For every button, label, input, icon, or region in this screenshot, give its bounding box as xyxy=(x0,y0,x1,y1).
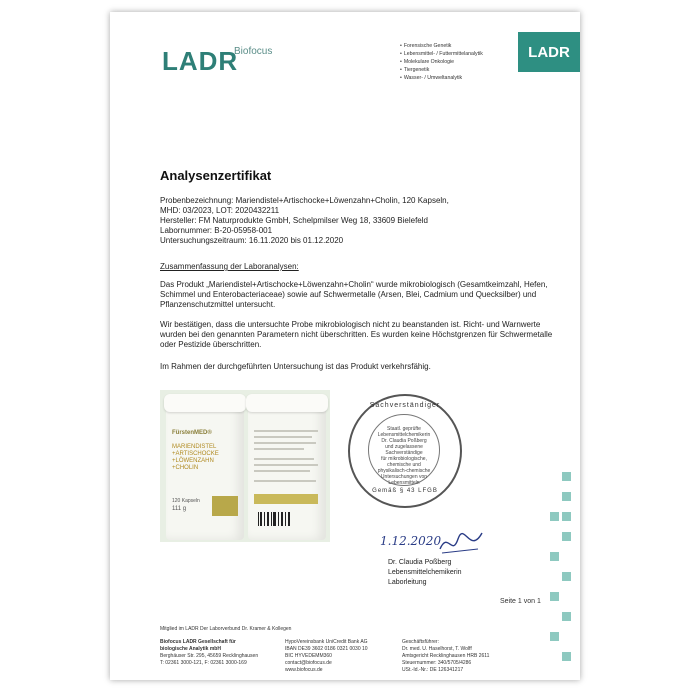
stamp-bottom-text: Gemäß § 43 LFGB xyxy=(372,488,438,494)
footer-line: Biofocus LADR Gesellschaft für xyxy=(160,639,236,645)
document-title: Analysenzertifikat xyxy=(160,168,272,183)
signer-name: Dr. Claudia Poßberg xyxy=(388,559,452,566)
service-item: • Tiergenetik xyxy=(400,66,483,74)
footer-line: HypoVereinsbank UniCredit Bank AG xyxy=(285,639,368,645)
footer-line: biologische Analytik mbH xyxy=(160,646,221,652)
bottle-back xyxy=(248,400,326,540)
decor-square xyxy=(550,632,559,641)
meta-line: Hersteller: FM Naturprodukte GmbH, Schelpmilser Weg 18, 33609 Bielefeld xyxy=(160,216,428,225)
stamp-line: Untersuchungen von Lebensmitteln xyxy=(380,474,428,486)
meta-line: Probenbezeichnung: Mariendistel+Artischocke+Löwenzahn+Cholin, 120 Kapseln, xyxy=(160,196,449,205)
ladr-logo: LADR xyxy=(162,46,239,76)
stamp-top-text: Sachverständiger xyxy=(369,402,441,409)
decor-square xyxy=(562,472,571,481)
footer-line: Geschäftsführer: xyxy=(402,639,439,645)
footer-line: T: 02361 3000-121, F: 02361 3000-169 xyxy=(160,660,247,666)
stamp-line: Staatl. geprüfte xyxy=(387,426,421,432)
footer-line: Dr. med. U. Haselhorst, T. Wolff xyxy=(402,646,472,652)
service-item: • Molekulare Onkologie xyxy=(400,58,483,66)
stamp-line: Dr. Claudia Poßberg xyxy=(381,438,427,444)
meta-line: Labornummer: B-20-05958-001 xyxy=(160,226,273,235)
service-item: • Forensische Genetik xyxy=(400,42,483,50)
service-item: • Lebensmittel- / Futtermittelanalytik xyxy=(400,50,483,58)
footer-line: Berghäuser Str. 295, 45659 Recklinghausen xyxy=(160,653,259,659)
decor-square xyxy=(550,592,559,601)
decor-square xyxy=(550,552,559,561)
meta-line: MHD: 03/2023, LOT: 2020432211 xyxy=(160,206,280,215)
decor-square xyxy=(562,652,571,661)
services-list xyxy=(400,42,483,82)
footer-company xyxy=(160,639,258,667)
stamp-line: physikalisch-chemische xyxy=(377,468,431,474)
summary-paragraph: Das Produkt „Mariendistel+Artischocke+Löwenzahn+Cholin“ wurde mikrobiologisch (Gesamtkeimzahl, Hefen, Schimmel und Enterobacteriaceae) sowie auf Schwermetalle (Arsen, Blei, Cadmium und Quecksilber) und Pflanzenschutzmittel untersucht. xyxy=(160,280,548,309)
bottle-front xyxy=(166,400,244,540)
back-label-graphic xyxy=(248,420,326,540)
signer-role: Lebensmittelchemikerin xyxy=(388,569,462,576)
signature-date: 1.12.2020 xyxy=(380,534,442,548)
footer-line: BIC HYVEDEMM360 xyxy=(285,653,332,659)
product-weight: 111 g xyxy=(172,506,187,512)
stamp-line: und zugelassene Sachverständige xyxy=(385,444,423,456)
signer-info xyxy=(388,558,462,588)
decor-square xyxy=(562,532,571,541)
expert-stamp xyxy=(348,394,462,508)
decor-square xyxy=(562,492,571,501)
decor-square xyxy=(550,512,559,521)
product-brand: FürstenMED® xyxy=(172,430,212,436)
footer-line: contact@biofocus.de xyxy=(285,660,332,666)
ladr-badge: LADR xyxy=(518,32,580,72)
summary-heading: Zusammenfassung der Laboranalysen: xyxy=(160,262,299,271)
stamp-center-text xyxy=(372,426,436,486)
footer-line: Amtsgericht Recklinghausen HRB 2611 xyxy=(402,653,490,659)
membership-line: Mitglied im LADR Der Laborverbund Dr. Kramer & Kollegen xyxy=(160,626,292,632)
footer-management xyxy=(402,639,489,674)
label-accent xyxy=(212,496,238,516)
conclusion-paragraph: Im Rahmen der durchgeführten Untersuchung ist das Produkt verkehrsfähig. xyxy=(160,362,431,371)
service-item: • Wasser- / Umweltanalytik xyxy=(400,74,483,82)
decor-square xyxy=(562,512,571,521)
page-number: Seite 1 von 1 xyxy=(500,598,541,605)
stamp-line: Lebensmittelchemikerin xyxy=(377,432,431,438)
logo-subtitle: Biofocus xyxy=(234,46,273,57)
decor-square xyxy=(562,612,571,621)
certificate-page xyxy=(110,12,580,680)
footer-line: IBAN DE39 3602 0186 0321 0030 10 xyxy=(285,646,368,652)
product-name: MARIENDISTEL +ARTISCHOCKE +LÖWENZAHN +CHOLIN xyxy=(172,444,219,471)
confirmation-paragraph: Wir bestätigen, dass die untersuchte Probe mikrobiologisch nicht zu beanstanden ist. Richt- und Warnwerte wurden bei den genannten Parametern nicht überschritten. Es wurden keine Höchstgrenzen für Schwermetalle oder Pestizide überschritten. xyxy=(160,320,553,349)
product-photo xyxy=(160,390,330,542)
footer-bank xyxy=(285,639,368,674)
footer-line: Steuernummer: 340/5705/4286 xyxy=(402,660,472,666)
footer-line: USt.-Id.-Nr.: DE 126341217 xyxy=(402,667,464,673)
sample-meta xyxy=(160,196,449,246)
bottle-cap xyxy=(246,394,328,412)
signer-title: Laborleitung xyxy=(388,579,427,586)
product-caps: 120 Kapseln xyxy=(172,498,200,504)
footer-line: www.biofocus.de xyxy=(285,667,323,673)
stamp-line: für mikrobiologische, chemische und xyxy=(381,456,427,468)
meta-line: Untersuchungszeitraum: 16.11.2020 bis 01.12.2020 xyxy=(160,236,344,245)
decor-square xyxy=(562,572,571,581)
signature-scribble xyxy=(378,527,488,559)
bottle-cap xyxy=(164,394,246,412)
